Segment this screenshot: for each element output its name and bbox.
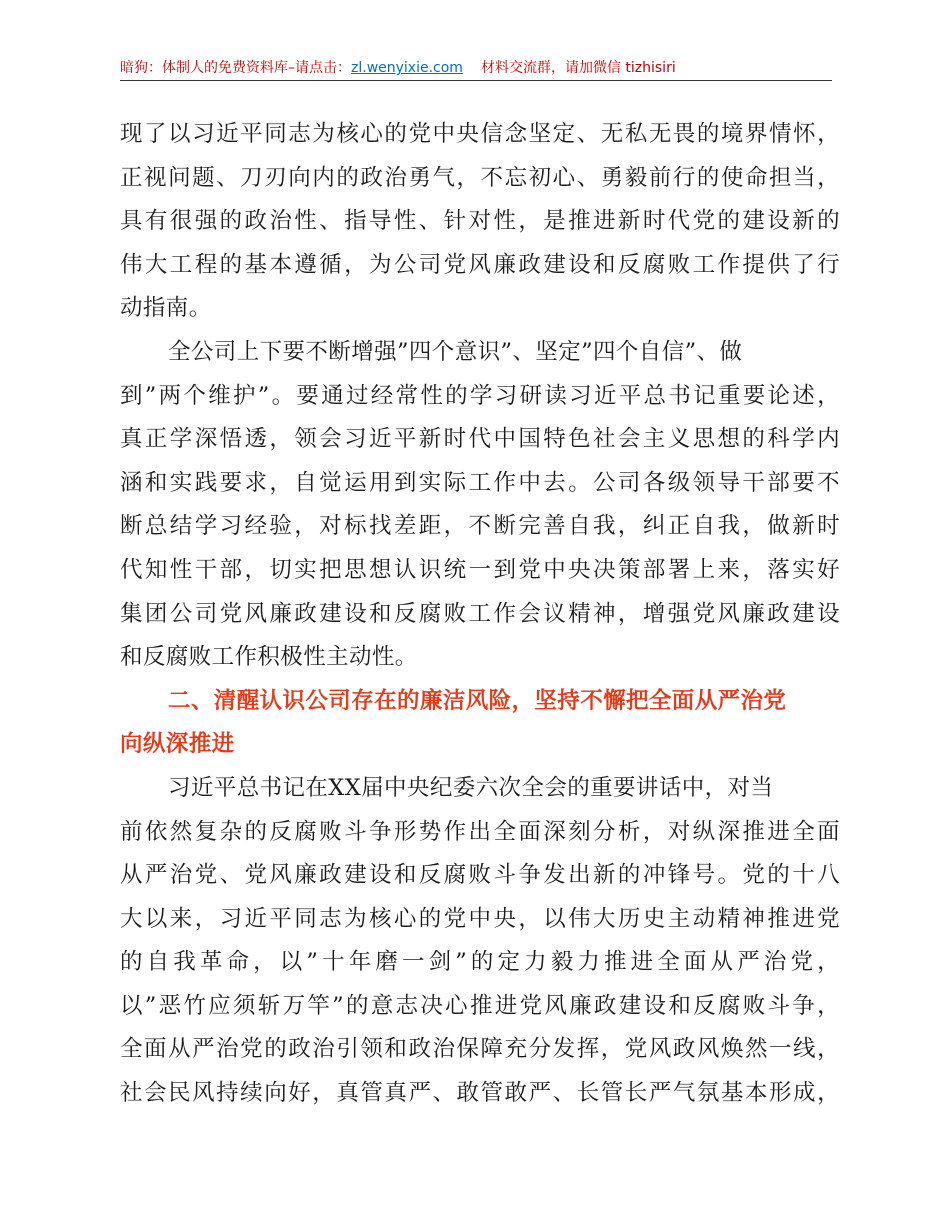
text-line: 到”两个维护”。要通过经常性的学习研读习近平总书记重要论述， [120,382,840,409]
text-line: 社会民风持续向好，真管真严、敢管敢严、长管长严气氛基本形成， [120,1080,840,1107]
text-line: 的自我革命，以”十年磨一剑”的定力毅力推进全面从严治党， [120,949,840,976]
section-heading: 向纵深推进 [120,731,235,758]
text-line: 从严治党、党风廉政建设和反腐败斗争发出新的冲锋号。党的十八 [120,862,840,889]
document-body [120,113,840,1116]
text-line: 集团公司党风廉政建设和反腐败工作会议精神，增强党风廉政建设 [120,600,840,627]
text-line: 断总结学习经验，对标找差距，不断完善自我，纠正自我，做新时 [120,513,840,540]
text-line: 真正学深悟透，领会习近平新时代中国特色社会主义思想的科学内 [120,426,840,453]
section-heading: 二、清醒认识公司存在的廉洁风险，坚持不懈把全面从严治党 [168,687,787,714]
page-header [120,56,832,80]
header-prompt: –请点击： [288,60,351,76]
header-contact: 材料交流群，请加微信 tizhisiri [480,60,676,76]
text-line: 大以来，习近平同志为核心的党中央，以伟大历史主动精神推进党 [120,905,840,932]
header-divider [120,80,832,81]
text-line: 以”恶竹应须斩万竿”的意志决心推进党风廉政建设和反腐败斗争， [120,992,840,1019]
header-site-name: 暗狗：体制人的免费资料库 [120,60,288,76]
text-line: 全公司上下要不断增强”四个意识”、坚定”四个自信”、做 [168,338,743,365]
text-line: 和反腐败工作积极性主动性。 [120,644,418,671]
text-line: 具有很强的政治性、指导性、针对性，是推进新时代党的建设新的 [120,208,840,235]
text-line: 前依然复杂的反腐败斗争形势作出全面深刻分析，对纵深推进全面 [120,818,840,845]
text-line: 习近平总书记在XX届中央纪委六次全会的重要讲话中，对当 [168,774,774,801]
header-url-link[interactable]: zl.wenyixie.com [351,60,463,76]
text-line: 全面从严治党的政治引领和政治保障充分发挥，党风政风焕然一线， [120,1036,840,1063]
text-line: 伟大工程的基本遵循，为公司党风廉政建设和反腐败工作提供了行 [120,251,840,278]
text-line: 动指南。 [120,295,212,322]
text-line: 涵和实践要求，自觉运用到实际工作中去。公司各级领导干部要不 [120,469,840,496]
text-line: 代知性干部，切实把思想认识统一到党中央决策部署上来，落实好 [120,556,840,583]
text-line: 现了以习近平同志为核心的党中央信念坚定、无私无畏的境界情怀， [120,121,840,147]
text-line: 正视问题、刀刃向内的政治勇气，不忘初心、勇毅前行的使命担当， [120,164,840,191]
